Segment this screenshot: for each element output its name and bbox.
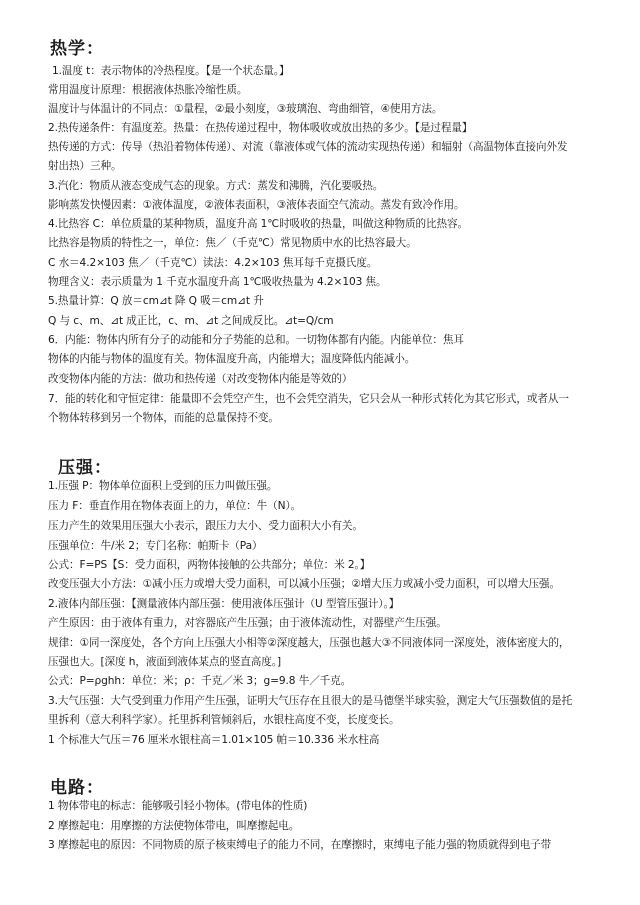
text-line: 5.热量计算：Q 放＝cm⊿t 降 Q 吸＝cm⊿t 升 [48,295,264,307]
text-line: 温度计与体温计的不同点：①量程，②最小刻度，③玻璃泡、弯曲细管，④使用方法。 [48,103,443,115]
section-title-pressure: 压强： [58,458,112,478]
text-line: 压力 F：垂直作用在物体表面上的力，单位：牛（N）。 [48,500,302,512]
text-line: 规律：①同一深度处，各个方向上压强大小相等②深度越大，压强也越大③不同液体同一深度处，液体密度大的， [48,637,570,649]
text-line: 个物体转移到另一个物体，而能的总量保持不变。 [48,412,279,424]
text-line: Q 与 c、m、⊿t 成正比，c、m、⊿t 之间成反比。⊿t=Q/cm [48,315,334,327]
text-line: 3 摩擦起电的原因：不同物质的原子核束缚电子的能力不同，在摩擦时，束缚电子能力强的物质就得到电子带 [48,839,552,851]
text-line: 1 物体带电的标志：能够吸引轻小物体。(带电体的性质) [48,800,308,812]
text-line: C 水＝4.2×103 焦／（千克℃）读法：4.2×103 焦耳每千克摄氏度。 [48,257,378,269]
text-line: 改变物体内能的方法：做功和热传递（对改变物体内能是等效的） [48,373,353,385]
text-line: 比热容是物质的特性之一，单位：焦／（千克℃）常见物质中水的比热容最大。 [48,237,417,249]
text-line: 压强单位：牛/米 2；专门名称：帕斯卡（Pa） [48,540,263,552]
text-line: 常用温度计原理：根据液体热胀冷缩性质。 [48,84,248,96]
text-line: 2 摩擦起电：用摩擦的方法使物体带电，叫摩擦起电。 [48,820,300,832]
text-line: 产生原因：由于液体有重力，对容器底产生压强；由于液体流动性，对器壁产生压强。 [48,617,447,629]
text-line: 压力产生的效果用压强大小表示，跟压力大小、受力面积大小有关。 [48,520,363,532]
text-line: 热传递的方式：传导（热沿着物体传递）、对流（靠液体或气体的流动实现热传递）和辐射（高温物体直接向外发 [48,141,568,153]
text-line: 改变压强大小方法：①减小压力或增大受力面积，可以减小压强；②增大压力或减小受力面积，可以增大压强。 [48,578,560,590]
text-line: 影响蒸发快慢因素：①液体温度，②液体表面积，③液体表面空气流动。蒸发有致冷作用。 [48,199,465,211]
section-title-thermal: 热学： [50,39,104,59]
text-line: 1 个标准大气压＝76 厘米水银柱高＝1.01×105 帕＝10.336 米水柱高 [48,734,380,746]
text-line: 3.汽化：物质从液态变成气态的现象。方式：蒸发和沸腾，汽化要吸热。 [48,180,384,192]
text-line: 1.压强 P：物体单位面积上受到的压力叫做压强。 [48,480,278,492]
text-line: 射出热）三种。 [48,160,122,172]
text-line: 6．内能：物体内所有分子的动能和分子势能的总和。一切物体都有内能。内能单位：焦耳 [48,334,464,346]
text-line: 公式：F=PS【S：受力面积，两物体接触的公共部分；单位：米 2。】 [48,559,371,571]
section-title-circuit: 电路： [50,778,104,798]
text-line: 2.热传递条件：有温度差。热量：在热传递过程中，物体吸收或放出热的多少。【是过程量】 [48,122,473,134]
text-line: 7．能的转化和守恒定律：能量即不会凭空产生，也不会凭空消失，它只会从一种形式转化为其它形式，或者从一 [48,393,569,405]
text-line: 4.比热容 C：单位质量的某种物质，温度升高 1℃时吸收的热量，叫做这种物质的比热容。 [48,218,468,230]
text-line: 3.大气压强：大气受到重力作用产生压强，证明大气压存在且很大的是马德堡半球实验，测定大气压强数值的是托 [48,695,573,707]
text-line: 物理含义：表示质量为 1 千克水温度升高 1℃吸收热量为 4.2×103 焦。 [48,276,387,288]
text-line: 压强也大。[深度 h，液面到液体某点的竖直高度。] [48,656,282,668]
text-line: 1.温度 t：表示物体的冷热程度。【是一个状态量。】 [52,65,290,77]
text-line: 里拆利（意大利科学家）。托里拆利管倾斜后，水银柱高度不变，长度变长。 [48,714,400,726]
text-line: 公式：P=ρghh：单位：米；ρ：千克／米 3；g=9.8 牛／千克。 [48,675,352,687]
text-line: 物体的内能与物体的温度有关。物体温度升高，内能增大；温度降低内能减小。 [48,353,416,365]
text-line: 2.液体内部压强：【测量液体内部压强：使用液体压强计（U 型管压强计）。】 [48,598,400,610]
